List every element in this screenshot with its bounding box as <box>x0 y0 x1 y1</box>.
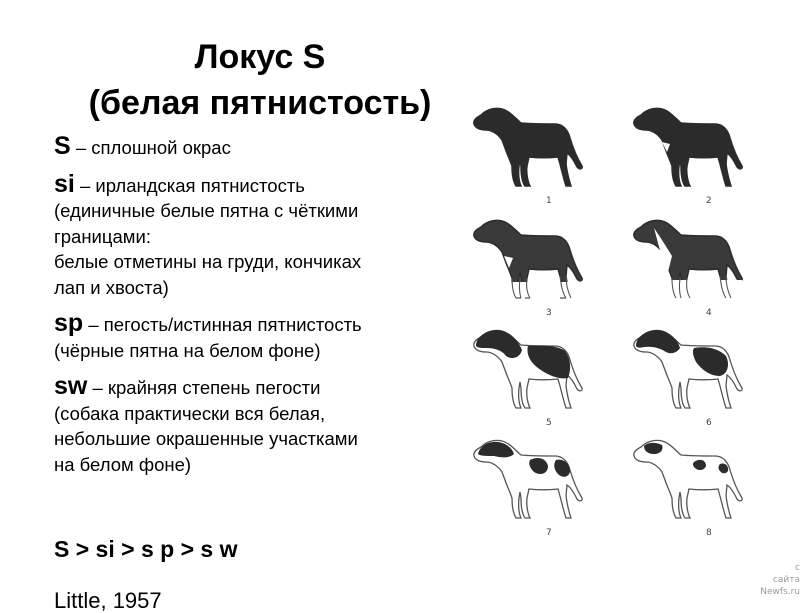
dominance-formula: S > si > s p > s w <box>54 536 238 562</box>
dog-figure-3 <box>474 220 582 318</box>
figure-number: 2 <box>706 196 712 206</box>
allele-desc-line: (собака практически вся белая, <box>54 402 326 424</box>
dog-figure-7 <box>474 440 582 538</box>
allele-si <box>54 169 444 301</box>
site-watermark <box>754 562 800 598</box>
slide-title <box>0 34 520 126</box>
allele-desc-line: (чёрные пятна на белом фоне) <box>54 339 321 361</box>
allele-sp <box>54 311 444 363</box>
dog-silhouette <box>634 108 742 186</box>
dog-silhouette <box>474 108 582 186</box>
allele-desc-line: границами: <box>54 225 151 247</box>
figure-number: 4 <box>706 308 712 318</box>
figure-number: 3 <box>546 308 552 318</box>
figure-number: 8 <box>706 528 712 538</box>
allele-desc-line: небольшие окрашенные участками <box>54 428 358 449</box>
allele-desc-line: – ирландская пятнистость <box>80 174 305 196</box>
allele-desc-line: (единичные белые пятна с чёткими <box>54 200 359 221</box>
dogs-grid <box>474 108 742 538</box>
allele-desc-line: белые отметины на груди, кончиках <box>54 251 362 272</box>
dog-figure-1 <box>474 108 582 206</box>
allele-s <box>54 134 444 161</box>
title-line-1: Локус S <box>194 38 326 76</box>
spotting-dogs-illustration <box>462 104 770 556</box>
dog-figure-8 <box>634 440 742 538</box>
allele-desc-line: на белом фоне) <box>54 453 192 475</box>
citation-cutoff: Little, 1957 <box>54 588 162 613</box>
figure-number: 6 <box>706 418 712 428</box>
allele-desc-line: – крайняя степень пегости <box>92 377 321 398</box>
watermark-line: с <box>795 563 800 573</box>
figure-number: 7 <box>546 528 552 538</box>
allele-symbol: sp <box>54 309 84 337</box>
allele-symbol: sw <box>54 372 88 400</box>
figure-number: 5 <box>546 418 552 428</box>
figure-number: 1 <box>546 196 552 206</box>
title-line-2: (белая пятнистость) <box>88 84 432 122</box>
dog-figure-6 <box>634 330 742 428</box>
watermark-line: сайта <box>772 575 800 585</box>
allele-desc-line: – пегость/истинная пятнистость <box>88 314 362 335</box>
dog-figure-2 <box>634 108 742 206</box>
allele-desc-line: – сплошной окрас <box>75 137 231 158</box>
allele-list <box>54 134 444 488</box>
allele-symbol: si <box>54 169 75 198</box>
watermark-line: Newfs.ru <box>760 587 800 597</box>
allele-desc-line: лап и хвоста) <box>54 276 169 298</box>
dog-figure-5 <box>474 330 582 428</box>
allele-sw <box>54 374 444 477</box>
allele-symbol: S <box>54 132 71 160</box>
dog-figure-4 <box>634 220 742 318</box>
